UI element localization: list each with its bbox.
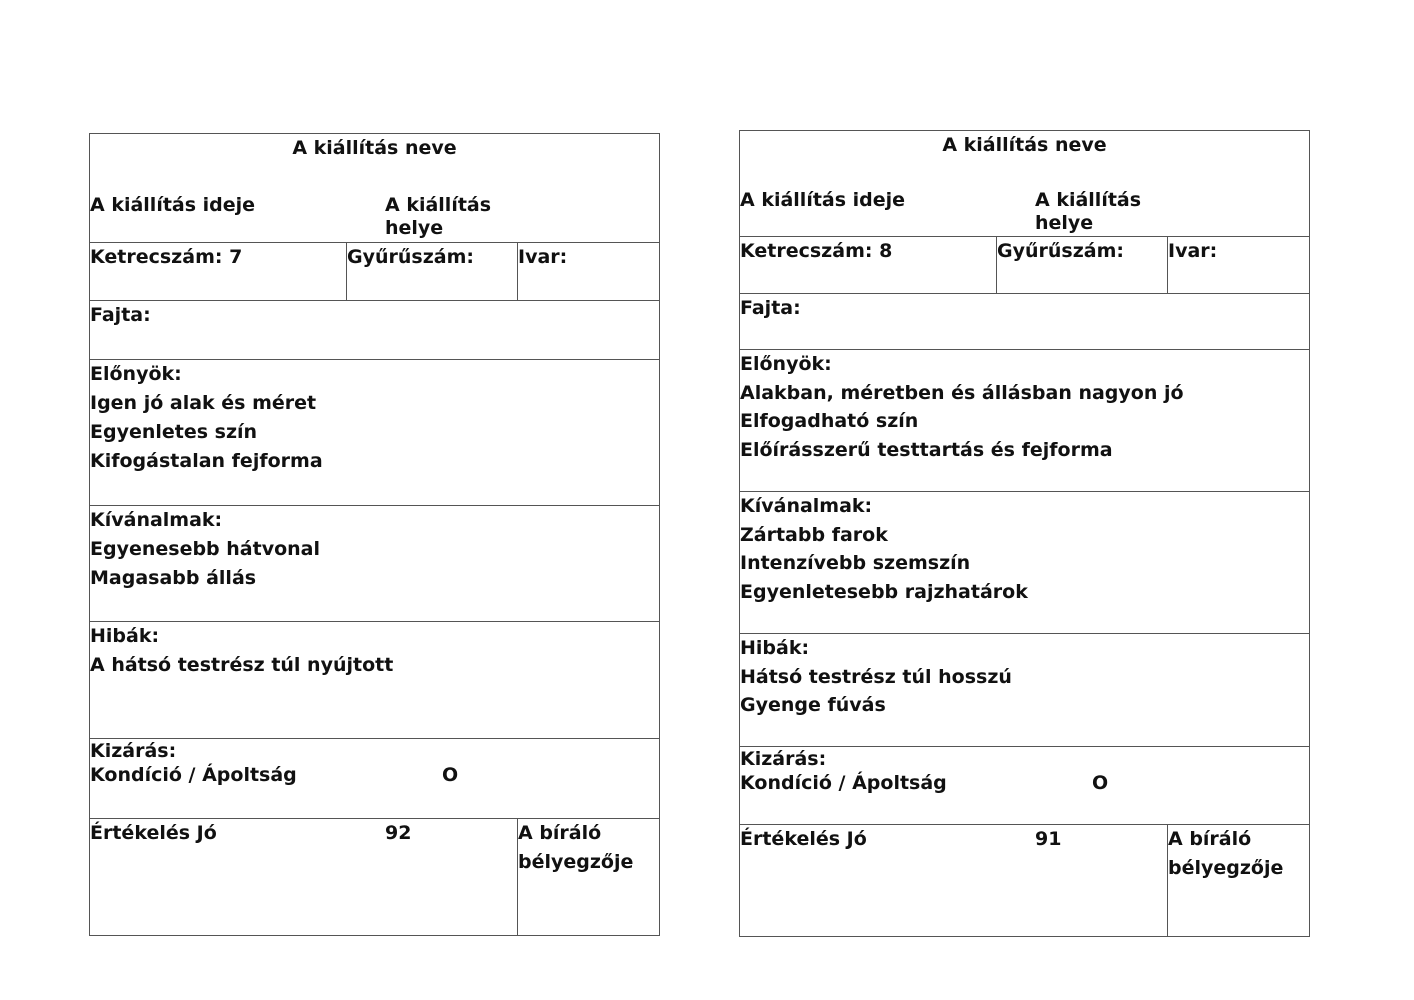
advantage-item: Igen jó alak és méret <box>90 392 317 414</box>
wish-item: Zártabb farok <box>740 523 888 546</box>
ring-number-cell: Gyűrűszám: <box>347 243 518 300</box>
evaluation-score: 91 <box>1035 828 1062 850</box>
cage-number-cell: Ketrecszám: 7 <box>90 243 347 300</box>
id-row <box>90 243 659 301</box>
sex-cell: Ivar: <box>518 246 568 268</box>
faults-label: Hibák: <box>90 625 160 647</box>
evaluation-label: Értékelés Jó <box>740 828 867 850</box>
show-place-label: A kiállítás helye <box>1035 189 1142 234</box>
evaluation-label: Értékelés Jó <box>90 822 217 844</box>
judge-stamp-label: bélyegzője <box>1168 857 1284 879</box>
show-date-label: A kiállítás ideje <box>90 194 256 216</box>
advantage-item: Kifogástalan fejforma <box>90 450 323 472</box>
show-date-label: A kiállítás ideje <box>740 189 906 211</box>
fault-item: A hátsó testrész túl nyújtott <box>90 654 394 676</box>
judge-stamp-label: A bíráló <box>1168 828 1252 850</box>
exclusion-label: Kizárás: <box>90 740 177 762</box>
exclusion-section <box>740 747 1309 825</box>
advantages-section <box>90 360 659 506</box>
breed-label: Fajta: <box>90 304 151 326</box>
advantage-item: Előírásszerű testtartás és fejforma <box>740 438 1113 461</box>
wishes-section <box>740 492 1309 634</box>
exclusion-mark: O <box>1092 772 1109 794</box>
cage-number-cell: Ketrecszám: 8 <box>740 237 997 293</box>
judge-stamp-label: bélyegzője <box>518 851 634 873</box>
wishes-label: Kívánalmak: <box>740 495 873 517</box>
evaluation-row <box>90 819 659 935</box>
exclusion-section <box>90 739 659 819</box>
exclusion-condition: Kondíció / Ápoltság <box>740 772 947 794</box>
wish-item: Egyenesebb hátvonal <box>90 538 321 560</box>
evaluation-row <box>740 825 1309 937</box>
advantages-label: Előnyök: <box>740 353 832 375</box>
faults-label: Hibák: <box>740 637 810 659</box>
ring-number-cell: Gyűrűszám: <box>997 237 1168 293</box>
judging-card-right <box>739 130 1310 937</box>
faults-section <box>740 634 1309 747</box>
evaluation-cell <box>90 819 518 935</box>
judge-stamp-cell <box>518 819 659 935</box>
show-name-label: A kiállítás neve <box>292 137 457 159</box>
show-name-label: A kiállítás neve <box>942 134 1107 156</box>
wishes-label: Kívánalmak: <box>90 509 223 531</box>
advantage-item: Alakban, méretben és állásban nagyon jó <box>740 381 1184 404</box>
advantages-section <box>740 350 1309 492</box>
breed-row <box>740 294 1309 350</box>
advantage-item: Elfogadható szín <box>740 410 919 432</box>
show-place-label: A kiállítás helye <box>385 194 492 239</box>
sex-cell: Ivar: <box>1168 240 1218 262</box>
id-row <box>740 237 1309 294</box>
evaluation-cell <box>740 825 1168 937</box>
advantages-label: Előnyök: <box>90 363 182 385</box>
faults-section <box>90 622 659 739</box>
card-header <box>90 134 659 243</box>
advantage-item: Egyenletes szín <box>90 421 258 443</box>
wishes-section <box>90 506 659 622</box>
card-header <box>740 131 1309 237</box>
fault-item: Gyenge fúvás <box>740 694 886 716</box>
fault-item: Hátsó testrész túl hosszú <box>740 665 1012 688</box>
judging-card-left <box>89 133 660 936</box>
wish-item: Egyenletesebb rajzhatárok <box>740 580 1028 603</box>
exclusion-condition: Kondíció / Ápoltság <box>90 764 297 786</box>
exclusion-mark: O <box>442 764 459 786</box>
breed-label: Fajta: <box>740 297 801 319</box>
wish-item: Intenzívebb szemszín <box>740 552 971 574</box>
exclusion-label: Kizárás: <box>740 748 827 770</box>
evaluation-score: 92 <box>385 822 412 844</box>
judge-stamp-label: A bíráló <box>518 822 602 844</box>
breed-row <box>90 301 659 360</box>
judge-stamp-cell <box>1168 825 1309 937</box>
wish-item: Magasabb állás <box>90 567 257 589</box>
